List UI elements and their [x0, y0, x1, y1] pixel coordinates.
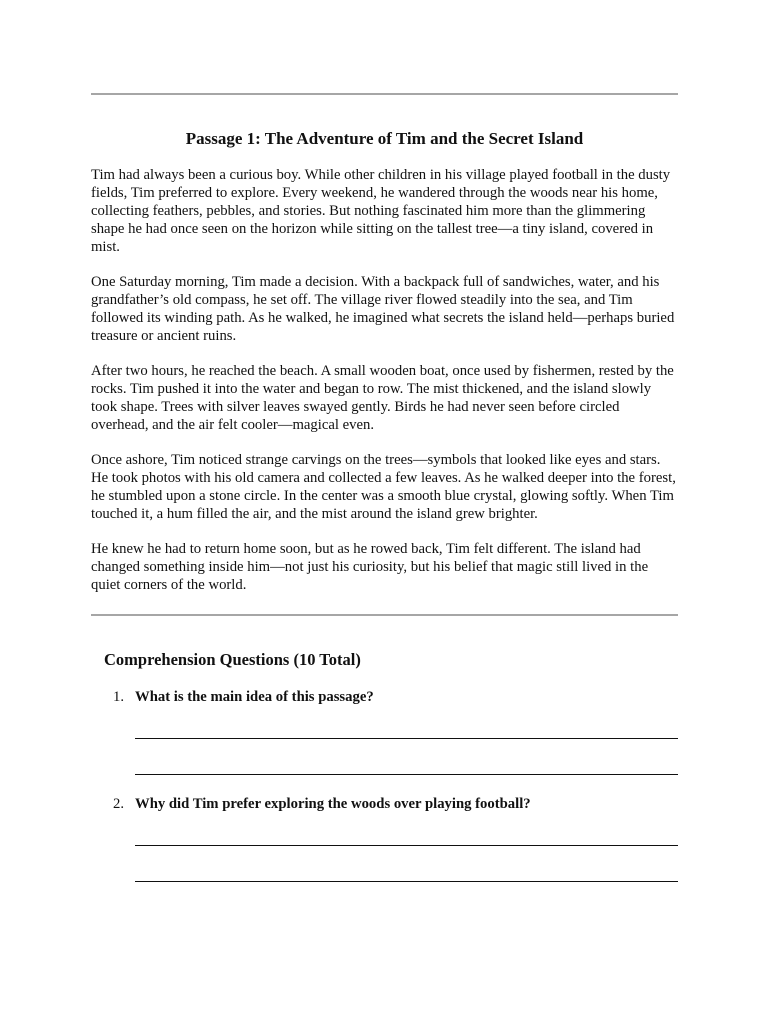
answer-line[interactable] — [135, 845, 678, 846]
answer-line[interactable] — [135, 881, 678, 882]
answer-line[interactable] — [135, 774, 678, 775]
top-divider — [91, 93, 678, 95]
question-number: 2. — [113, 796, 125, 812]
passage-paragraph: One Saturday morning, Tim made a decision. With a backpack full of sandwiches, water, and his grandfather’s old compass, he set off. The village river flowed steadily into the sea, and Tim followed its winding path. As he walked, he imagined what secrets the island held—perhaps buried treasure or ancient ruins. — [91, 274, 675, 344]
section-divider — [91, 614, 678, 616]
question-number: 1. — [113, 689, 125, 705]
passage-paragraph: He knew he had to return home soon, but as he rowed back, Tim felt different. The island had changed something inside him—not just his curiosity, but his belief that magic still lived in the quiet corners of the world. — [91, 541, 649, 593]
passage-body — [91, 166, 678, 611]
passage-title: Passage 1: The Adventure of Tim and the Secret Island — [185, 129, 584, 148]
question-text: Why did Tim prefer exploring the woods over playing football? — [135, 796, 531, 812]
question-text: What is the main idea of this passage? — [135, 689, 374, 705]
passage-paragraph: Tim had always been a curious boy. While other children in his village played football in the dusty fields, Tim preferred to explore. Every weekend, he wandered through the woods near his home, collecting feathers, pebbles, and stories. But nothing fascinated him more than the glimmering shape he had once seen on the horizon while sitting on the tallest tree—a tiny island, covered in mist. — [91, 167, 671, 255]
passage-paragraph: After two hours, he reached the beach. A small wooden boat, once used by fishermen, rested by the rocks. Tim pushed it into the water and began to row. The mist thickened, and the island slowly took shape. Trees with silver leaves swayed gently. Birds he had never seen before circled overhead, and the air felt cooler—magical even. — [91, 363, 674, 433]
answer-line[interactable] — [135, 738, 678, 739]
questions-heading: Comprehension Questions (10 Total) — [104, 650, 361, 669]
passage-paragraph: Once ashore, Tim noticed strange carvings on the trees—symbols that looked like eyes and stars. He took photos with his old camera and collected a few leaves. As he walked deeper into the forest, he stumbled upon a stone circle. In the center was a smooth blue crystal, glowing softly. When Tim touched it, a hum filled the air, and the mist around the island grew brighter. — [91, 452, 676, 522]
